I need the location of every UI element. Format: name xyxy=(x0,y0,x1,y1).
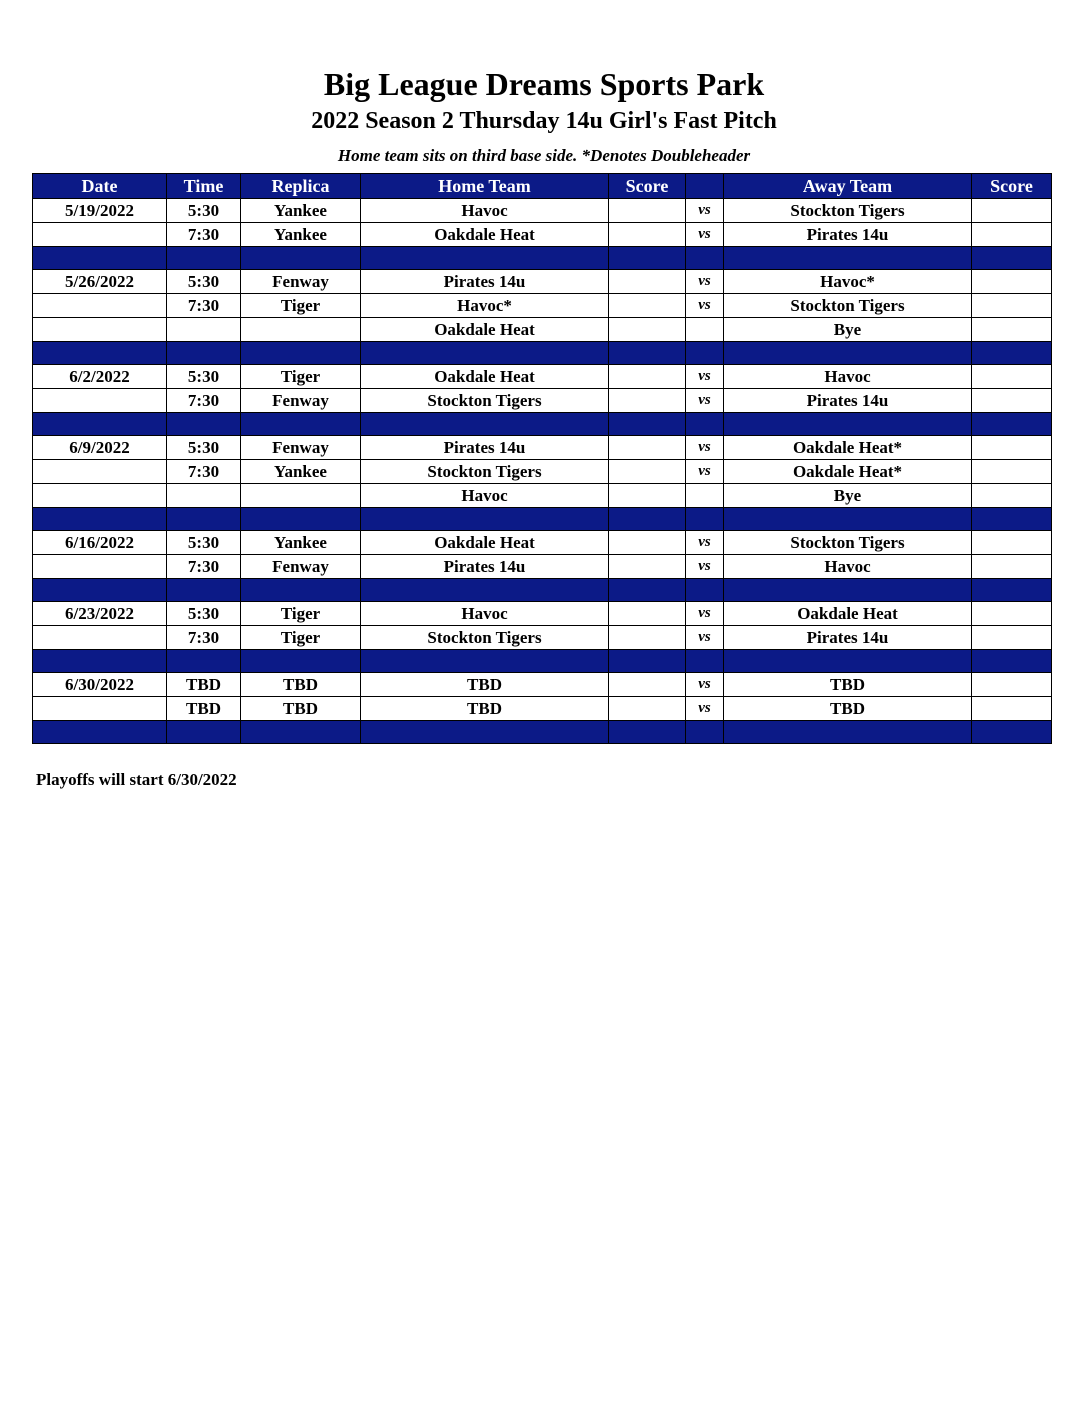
separator-cell xyxy=(724,413,972,436)
away-team-cell: Stockton Tigers xyxy=(724,531,972,555)
away-team-cell: Oakdale Heat* xyxy=(724,460,972,484)
separator-cell xyxy=(724,247,972,270)
date-cell: 6/30/2022 xyxy=(33,673,167,697)
table-row xyxy=(33,626,1052,650)
separator-cell xyxy=(361,342,609,365)
replica-cell: Yankee xyxy=(241,223,361,247)
away-team-cell: Havoc* xyxy=(724,270,972,294)
separator-cell xyxy=(167,650,241,673)
separator-cell xyxy=(972,650,1052,673)
separator-cell xyxy=(609,508,686,531)
separator-cell xyxy=(241,650,361,673)
separator-cell xyxy=(167,579,241,602)
table-row xyxy=(33,389,1052,413)
separator-cell xyxy=(33,413,167,436)
home-score-cell xyxy=(609,294,686,318)
table-row xyxy=(33,365,1052,389)
separator-cell xyxy=(724,579,972,602)
time-cell xyxy=(167,318,241,342)
separator-cell xyxy=(241,508,361,531)
separator-cell xyxy=(972,342,1052,365)
away-team-cell: Havoc xyxy=(724,365,972,389)
table-row xyxy=(33,602,1052,626)
separator-cell xyxy=(609,413,686,436)
home-score-cell xyxy=(609,697,686,721)
separator-cell xyxy=(686,342,724,365)
home-team-cell: Stockton Tigers xyxy=(361,389,609,413)
home-team-cell: Stockton Tigers xyxy=(361,626,609,650)
separator-cell xyxy=(609,342,686,365)
replica-cell: TBD xyxy=(241,673,361,697)
time-cell: 7:30 xyxy=(167,460,241,484)
column-header-vs xyxy=(686,174,724,199)
home-score-cell xyxy=(609,460,686,484)
vs-cell: vs xyxy=(686,460,724,484)
time-cell: 5:30 xyxy=(167,270,241,294)
separator-cell xyxy=(361,721,609,744)
replica-cell: Fenway xyxy=(241,389,361,413)
away-score-cell xyxy=(972,270,1052,294)
separator-row xyxy=(33,413,1052,436)
time-cell: 7:30 xyxy=(167,626,241,650)
vs-cell: vs xyxy=(686,555,724,579)
separator-cell xyxy=(33,650,167,673)
separator-cell xyxy=(609,650,686,673)
separator-cell xyxy=(686,413,724,436)
home-score-cell xyxy=(609,365,686,389)
home-team-cell: Pirates 14u xyxy=(361,555,609,579)
away-team-cell: Pirates 14u xyxy=(724,389,972,413)
home-score-cell xyxy=(609,270,686,294)
table-row xyxy=(33,673,1052,697)
date-cell xyxy=(33,318,167,342)
home-team-cell: Havoc xyxy=(361,484,609,508)
separator-cell xyxy=(361,247,609,270)
schedule-note: Home team sits on third base side. *Denotes Doubleheader xyxy=(337,146,751,165)
separator-cell xyxy=(167,247,241,270)
table-row xyxy=(33,318,1052,342)
replica-cell: Tiger xyxy=(241,602,361,626)
away-score-cell xyxy=(972,673,1052,697)
vs-cell: vs xyxy=(686,531,724,555)
away-score-cell xyxy=(972,436,1052,460)
vs-cell: vs xyxy=(686,626,724,650)
table-row xyxy=(33,697,1052,721)
column-header-replica: Replica xyxy=(241,174,361,199)
time-cell: 5:30 xyxy=(167,531,241,555)
replica-cell: Yankee xyxy=(241,199,361,223)
separator-row xyxy=(33,579,1052,602)
home-score-cell xyxy=(609,531,686,555)
vs-cell: vs xyxy=(686,673,724,697)
replica-cell: Fenway xyxy=(241,436,361,460)
date-cell xyxy=(33,460,167,484)
table-row xyxy=(33,270,1052,294)
separator-cell xyxy=(609,721,686,744)
away-score-cell xyxy=(972,294,1052,318)
separator-cell xyxy=(724,508,972,531)
date-cell xyxy=(33,223,167,247)
separator-cell xyxy=(33,508,167,531)
table-row xyxy=(33,223,1052,247)
vs-cell: vs xyxy=(686,697,724,721)
date-cell xyxy=(33,389,167,413)
away-team-cell: Havoc xyxy=(724,555,972,579)
column-header-time: Time xyxy=(167,174,241,199)
separator-cell xyxy=(361,413,609,436)
replica-cell xyxy=(241,318,361,342)
date-cell: 6/16/2022 xyxy=(33,531,167,555)
schedule-table xyxy=(32,173,1052,744)
replica-cell: Tiger xyxy=(241,294,361,318)
home-score-cell xyxy=(609,555,686,579)
away-score-cell xyxy=(972,389,1052,413)
vs-cell: vs xyxy=(686,365,724,389)
away-team-cell: Bye xyxy=(724,318,972,342)
away-score-cell xyxy=(972,223,1052,247)
away-team-cell: Oakdale Heat xyxy=(724,602,972,626)
page-subtitle: 2022 Season 2 Thursday 14u Girl's Fast Pitch xyxy=(311,108,777,134)
playoffs-footnote: Playoffs will start 6/30/2022 xyxy=(36,770,237,789)
separator-cell xyxy=(686,508,724,531)
vs-cell: vs xyxy=(686,223,724,247)
vs-cell xyxy=(686,318,724,342)
away-score-cell xyxy=(972,318,1052,342)
time-cell xyxy=(167,484,241,508)
home-score-cell xyxy=(609,436,686,460)
replica-cell xyxy=(241,484,361,508)
home-team-cell: TBD xyxy=(361,673,609,697)
separator-cell xyxy=(33,721,167,744)
separator-cell xyxy=(609,579,686,602)
away-score-cell xyxy=(972,626,1052,650)
separator-cell xyxy=(972,721,1052,744)
time-cell: 5:30 xyxy=(167,365,241,389)
separator-cell xyxy=(33,342,167,365)
table-row xyxy=(33,531,1052,555)
separator-cell xyxy=(167,413,241,436)
table-header-row xyxy=(33,174,1052,199)
home-team-cell: Oakdale Heat xyxy=(361,365,609,389)
time-cell: 7:30 xyxy=(167,389,241,413)
home-team-cell: Pirates 14u xyxy=(361,436,609,460)
away-score-cell xyxy=(972,555,1052,579)
away-team-cell: Pirates 14u xyxy=(724,626,972,650)
vs-cell xyxy=(686,484,724,508)
date-cell xyxy=(33,555,167,579)
separator-cell xyxy=(361,508,609,531)
date-cell: 6/2/2022 xyxy=(33,365,167,389)
separator-cell xyxy=(361,650,609,673)
away-score-cell xyxy=(972,602,1052,626)
separator-cell xyxy=(361,579,609,602)
away-team-cell: Stockton Tigers xyxy=(724,294,972,318)
separator-cell xyxy=(972,247,1052,270)
schedule-body xyxy=(33,199,1052,744)
vs-cell: vs xyxy=(686,389,724,413)
table-row xyxy=(33,484,1052,508)
home-team-cell: Havoc xyxy=(361,602,609,626)
away-team-cell: Stockton Tigers xyxy=(724,199,972,223)
date-cell xyxy=(33,697,167,721)
time-cell: 7:30 xyxy=(167,555,241,579)
away-team-cell: Pirates 14u xyxy=(724,223,972,247)
separator-cell xyxy=(972,579,1052,602)
away-score-cell xyxy=(972,365,1052,389)
home-team-cell: Havoc xyxy=(361,199,609,223)
separator-cell xyxy=(686,247,724,270)
column-header-home-team: Home Team xyxy=(361,174,609,199)
home-score-cell xyxy=(609,389,686,413)
separator-cell xyxy=(33,579,167,602)
separator-cell xyxy=(686,721,724,744)
away-team-cell: Bye xyxy=(724,484,972,508)
home-score-cell xyxy=(609,626,686,650)
separator-cell xyxy=(609,247,686,270)
separator-cell xyxy=(241,413,361,436)
separator-cell xyxy=(724,342,972,365)
table-row xyxy=(33,436,1052,460)
time-cell: 7:30 xyxy=(167,294,241,318)
separator-row xyxy=(33,247,1052,270)
vs-cell: vs xyxy=(686,602,724,626)
home-score-cell xyxy=(609,602,686,626)
replica-cell: Fenway xyxy=(241,270,361,294)
home-team-cell: Stockton Tigers xyxy=(361,460,609,484)
separator-cell xyxy=(167,721,241,744)
vs-cell: vs xyxy=(686,436,724,460)
replica-cell: TBD xyxy=(241,697,361,721)
away-score-cell xyxy=(972,697,1052,721)
separator-cell xyxy=(972,508,1052,531)
separator-row xyxy=(33,342,1052,365)
separator-cell xyxy=(686,650,724,673)
time-cell: TBD xyxy=(167,697,241,721)
column-header-date: Date xyxy=(33,174,167,199)
separator-row xyxy=(33,721,1052,744)
separator-cell xyxy=(167,342,241,365)
away-score-cell xyxy=(972,460,1052,484)
separator-cell xyxy=(724,721,972,744)
home-team-cell: Oakdale Heat xyxy=(361,318,609,342)
separator-row xyxy=(33,650,1052,673)
date-cell xyxy=(33,294,167,318)
separator-cell xyxy=(241,721,361,744)
date-cell xyxy=(33,484,167,508)
home-team-cell: Pirates 14u xyxy=(361,270,609,294)
replica-cell: Yankee xyxy=(241,460,361,484)
separator-cell xyxy=(241,579,361,602)
away-score-cell xyxy=(972,531,1052,555)
time-cell: TBD xyxy=(167,673,241,697)
replica-cell: Fenway xyxy=(241,555,361,579)
date-cell: 5/19/2022 xyxy=(33,199,167,223)
time-cell: 5:30 xyxy=(167,436,241,460)
time-cell: 5:30 xyxy=(167,199,241,223)
table-row xyxy=(33,199,1052,223)
separator-cell xyxy=(241,342,361,365)
table-row xyxy=(33,460,1052,484)
home-score-cell xyxy=(609,484,686,508)
home-score-cell xyxy=(609,318,686,342)
time-cell: 7:30 xyxy=(167,223,241,247)
table-row xyxy=(33,294,1052,318)
column-header-away-score: Score xyxy=(972,174,1052,199)
time-cell: 5:30 xyxy=(167,602,241,626)
home-team-cell: Oakdale Heat xyxy=(361,223,609,247)
replica-cell: Tiger xyxy=(241,365,361,389)
away-score-cell xyxy=(972,484,1052,508)
home-score-cell xyxy=(609,199,686,223)
table-row xyxy=(33,555,1052,579)
separator-cell xyxy=(167,508,241,531)
column-header-home-score: Score xyxy=(609,174,686,199)
page-title: Big League Dreams Sports Park xyxy=(323,66,765,102)
away-team-cell: TBD xyxy=(724,697,972,721)
home-team-cell: Oakdale Heat xyxy=(361,531,609,555)
vs-cell: vs xyxy=(686,270,724,294)
vs-cell: vs xyxy=(686,294,724,318)
home-team-cell: TBD xyxy=(361,697,609,721)
column-header-away-team: Away Team xyxy=(724,174,972,199)
date-cell xyxy=(33,626,167,650)
date-cell: 6/23/2022 xyxy=(33,602,167,626)
home-team-cell: Havoc* xyxy=(361,294,609,318)
replica-cell: Tiger xyxy=(241,626,361,650)
separator-cell xyxy=(33,247,167,270)
separator-cell xyxy=(686,579,724,602)
away-team-cell: TBD xyxy=(724,673,972,697)
date-cell: 6/9/2022 xyxy=(33,436,167,460)
separator-cell xyxy=(972,413,1052,436)
separator-row xyxy=(33,508,1052,531)
home-score-cell xyxy=(609,223,686,247)
vs-cell: vs xyxy=(686,199,724,223)
home-score-cell xyxy=(609,673,686,697)
replica-cell: Yankee xyxy=(241,531,361,555)
date-cell: 5/26/2022 xyxy=(33,270,167,294)
away-team-cell: Oakdale Heat* xyxy=(724,436,972,460)
away-score-cell xyxy=(972,199,1052,223)
separator-cell xyxy=(241,247,361,270)
separator-cell xyxy=(724,650,972,673)
